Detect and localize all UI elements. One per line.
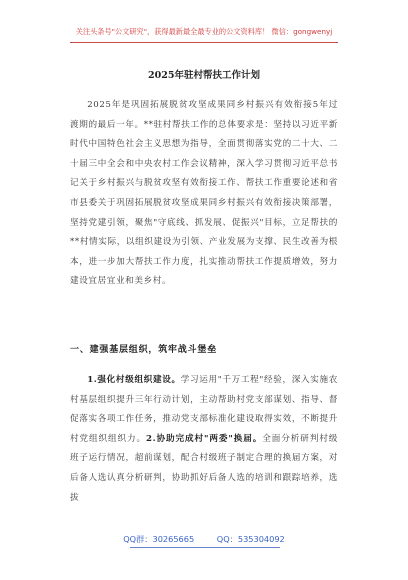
section-heading-1: 一、建强基层组织，筑牢战斗堡垒: [70, 345, 218, 355]
header-divider: [70, 42, 338, 43]
header-banner: 关注头条号"公文研究"，获得最新最全最专业的公文资料库！ 微信：gongwenyj: [75, 27, 333, 36]
item-1-text: 学习运用"千万工程"经验，深入实施农村基层组织提升三年行动计划，主动帮助村党支部谋划、指导、督促落实各项工作任务，推动党支部标准化建设取得实效，不断提升村党组织组织力。: [70, 375, 338, 444]
footer-qq: QQ：535304092: [216, 534, 285, 544]
document-title: 2025年驻村帮扶工作计划: [148, 70, 260, 81]
section-1-body: [70, 371, 338, 508]
footer-contact: [0, 534, 408, 545]
item-2-label: 2.协助完成村"两委"换届。: [146, 433, 263, 444]
footer-qq-group: QQ群：30265665: [123, 534, 195, 544]
intro-section: [70, 96, 338, 292]
footer-underline: [130, 547, 280, 548]
intro-paragraph: 2025年是巩固拓展脱贫攻坚成果同乡村振兴有效衔接5年过渡期的最后一年。**驻村帮扶工作的总体要求是：坚持以习近平新时代中国特色社会主义思想为指导，全面贯彻落实党的二十大、二十届三中全会和中央农村工作会议精神，深入学习贯彻习近平总书记关于乡村振兴与脱贫攻坚有效衔接工作、帮扶工作重要论述和省市县委关于巩固拓展脱贫攻坚成果同乡村振兴有效衔接决策部署，坚持党建引领，聚焦"守底线、抓发展、促振兴"目标，立足帮扶的**村情实际，以组织建设为引领、产业发展为支撑、民生改善为根本，进一步加大帮扶工作力度，扎实推动帮扶工作提质增效，努力建设宜居宜业和美乡村。: [70, 100, 338, 287]
item-1-label: 1.强化村级组织建设。: [87, 375, 181, 385]
section-1-paragraph: [70, 371, 338, 508]
item-2-text: 全面分析研判村级班子运行情况，超前谋划，配合村级班子制定合理的换届方案，对后备人选认真分析研判，协助抓好后备人选的培训和跟踪培养，选拔: [70, 433, 338, 503]
